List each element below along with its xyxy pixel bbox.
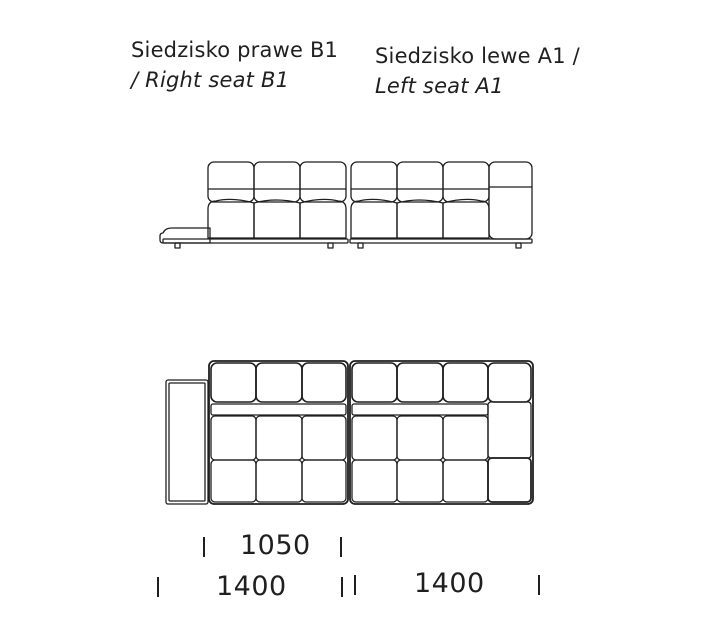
seat-cushion-a1-top-4 (352, 460, 397, 502)
seat-cushion-b1-top-6 (302, 460, 346, 502)
back-strip-b1-top (211, 404, 346, 415)
dim-1400-left-tick-left (157, 577, 159, 597)
seat-cushion-a1-top-6 (443, 460, 488, 502)
side-table-inner (169, 383, 205, 501)
right-seat-b1-top (209, 361, 348, 504)
front-view (160, 162, 532, 248)
dimension-1050: 1050 (240, 530, 311, 561)
foot-b1-2 (328, 243, 333, 248)
dim-1400-left-tick-right (341, 577, 343, 597)
back-cushion-b1-3 (300, 162, 346, 202)
side-table-top (166, 380, 208, 504)
seat-cushion-b1-top-5 (256, 460, 302, 502)
frame-a1-top (350, 361, 533, 504)
seat-cushion-a1-3 (443, 199, 489, 238)
seat-cushion-a1-top-5 (397, 460, 443, 502)
dim-1050-tick-left (203, 537, 205, 557)
armrest-a1-top-front (488, 458, 531, 502)
seat-cushion-b1-3 (300, 199, 346, 238)
back-cushion-a1-top-2 (397, 363, 443, 402)
left-seat-a1-label-en: Left seat A1 (375, 74, 504, 98)
seat-cushion-b1-1 (208, 199, 254, 238)
frame-b1-top (209, 361, 348, 504)
seat-cushion-b1-2 (254, 200, 300, 238)
foot-a1-1 (358, 243, 363, 248)
seat-cushion-a1-top-3 (443, 416, 488, 460)
right-seat-b1-front (160, 162, 348, 248)
back-cushion-a1-3 (443, 162, 489, 202)
left-seat-a1-label-pl: Siedzisko lewe A1 / (375, 44, 580, 68)
back-strip-a1-top (352, 404, 488, 415)
back-cushion-a1-2 (397, 162, 443, 202)
armrest-a1-top-back (488, 363, 531, 402)
seat-cushion-b1-top-4 (211, 460, 256, 502)
armrest-a1-front (489, 162, 532, 239)
right-seat-b1-label-en: / Right seat B1 (131, 68, 290, 92)
dimension-1400-left-seat: 1400 (414, 568, 485, 599)
seat-cushion-a1-2 (397, 200, 443, 238)
side-table-outer (166, 380, 208, 504)
back-cushion-b1-top-3 (302, 363, 346, 402)
seat-cushion-b1-top-2 (256, 416, 302, 460)
seat-cushion-b1-top-1 (211, 416, 256, 460)
seat-cushion-a1-1 (351, 199, 397, 238)
dim-1400-right-tick-right (538, 575, 540, 595)
right-seat-b1-label-pl: Siedzisko prawe B1 (131, 38, 339, 62)
base-platform-b1 (163, 239, 348, 243)
back-cushion-a1-top-1 (352, 363, 397, 402)
dimension-1400-right-seat: 1400 (216, 571, 287, 602)
left-seat-a1-front (350, 162, 532, 248)
dim-1050-tick-right (340, 537, 342, 557)
back-cushion-b1-top-2 (256, 363, 302, 402)
back-cushion-b1-2 (254, 162, 300, 202)
seat-cushion-a1-top-2 (397, 416, 443, 460)
back-cushion-a1-top-3 (443, 363, 488, 402)
back-cushion-b1-top-1 (211, 363, 256, 402)
foot-b1-1 (175, 243, 180, 248)
back-cushion-b1-1 (208, 162, 254, 202)
top-view (166, 361, 533, 504)
seat-cushion-b1-top-3 (302, 416, 346, 460)
dim-1400-right-tick-left (354, 575, 356, 595)
seat-cushion-a1-top-1 (352, 416, 397, 460)
back-cushion-a1-1 (351, 162, 397, 202)
left-seat-a1-top (350, 361, 533, 504)
side-shelf-front (160, 228, 210, 243)
armrest-a1-top-mid (488, 402, 531, 458)
foot-a1-2 (516, 243, 521, 248)
